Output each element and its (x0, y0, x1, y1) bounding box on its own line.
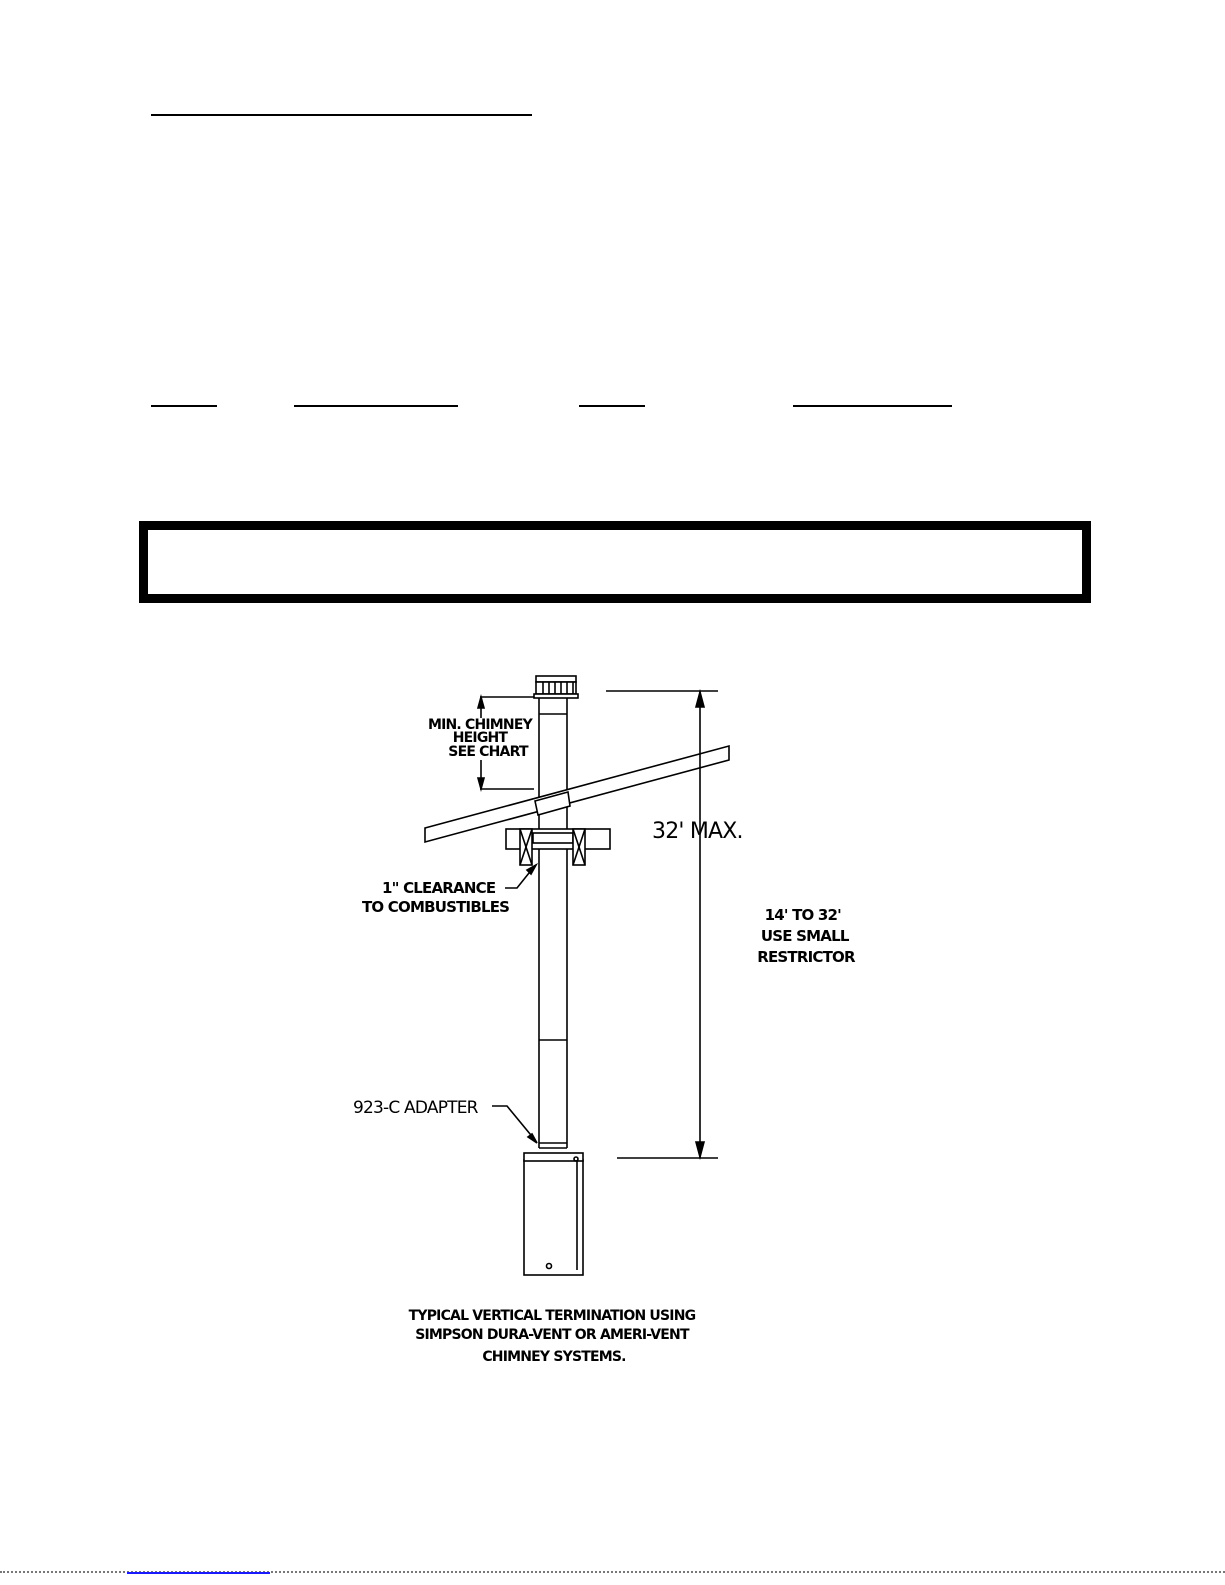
label-restrictor-1: 14' TO 32' (764, 906, 841, 924)
firestop (533, 833, 573, 843)
svg-text:MIN. CHIMNEY HEIGHT SE (428, 717, 536, 760)
caption-line-3: CHIMNEY SYSTEMS. (482, 1349, 626, 1365)
label-restrictor-3: RESTRICTOR (757, 948, 855, 966)
chimney-cap (536, 676, 576, 682)
svg-text:14' TO 32' USE SMALL R (757, 906, 856, 966)
label-restrictor-2: USE SMALL (760, 927, 849, 945)
chimney-cap-grille (536, 682, 576, 694)
label-adapter: 923-C ADAPTER (353, 1098, 478, 1118)
label-clearance-2: TO COMBUSTIBLES (362, 898, 510, 916)
caption-line-2: SIMPSON DURA-VENT OR AMERI-VENT (415, 1327, 689, 1343)
label-min-chimney-3: SEE CHART (448, 744, 528, 760)
label-min-chimney-1: MIN. CHIMNEY (427, 717, 532, 733)
label-max-height: 32' MAX. (652, 819, 743, 844)
svg-text:1" CLEARANCE TO COMBUSTIBL (362, 879, 509, 916)
roof-flashing (535, 792, 570, 815)
footer-link-underline[interactable] (127, 1572, 270, 1574)
caption-line-1: TYPICAL VERTICAL TERMINATION USING (408, 1308, 696, 1324)
svg-text:TYPICAL VERTICAL TERMINATION U (409, 1308, 700, 1365)
label-clearance-1: 1" CLEARANCE (382, 879, 496, 897)
stove (524, 1160, 583, 1275)
label-min-chimney-2: HEIGHT (452, 730, 508, 746)
